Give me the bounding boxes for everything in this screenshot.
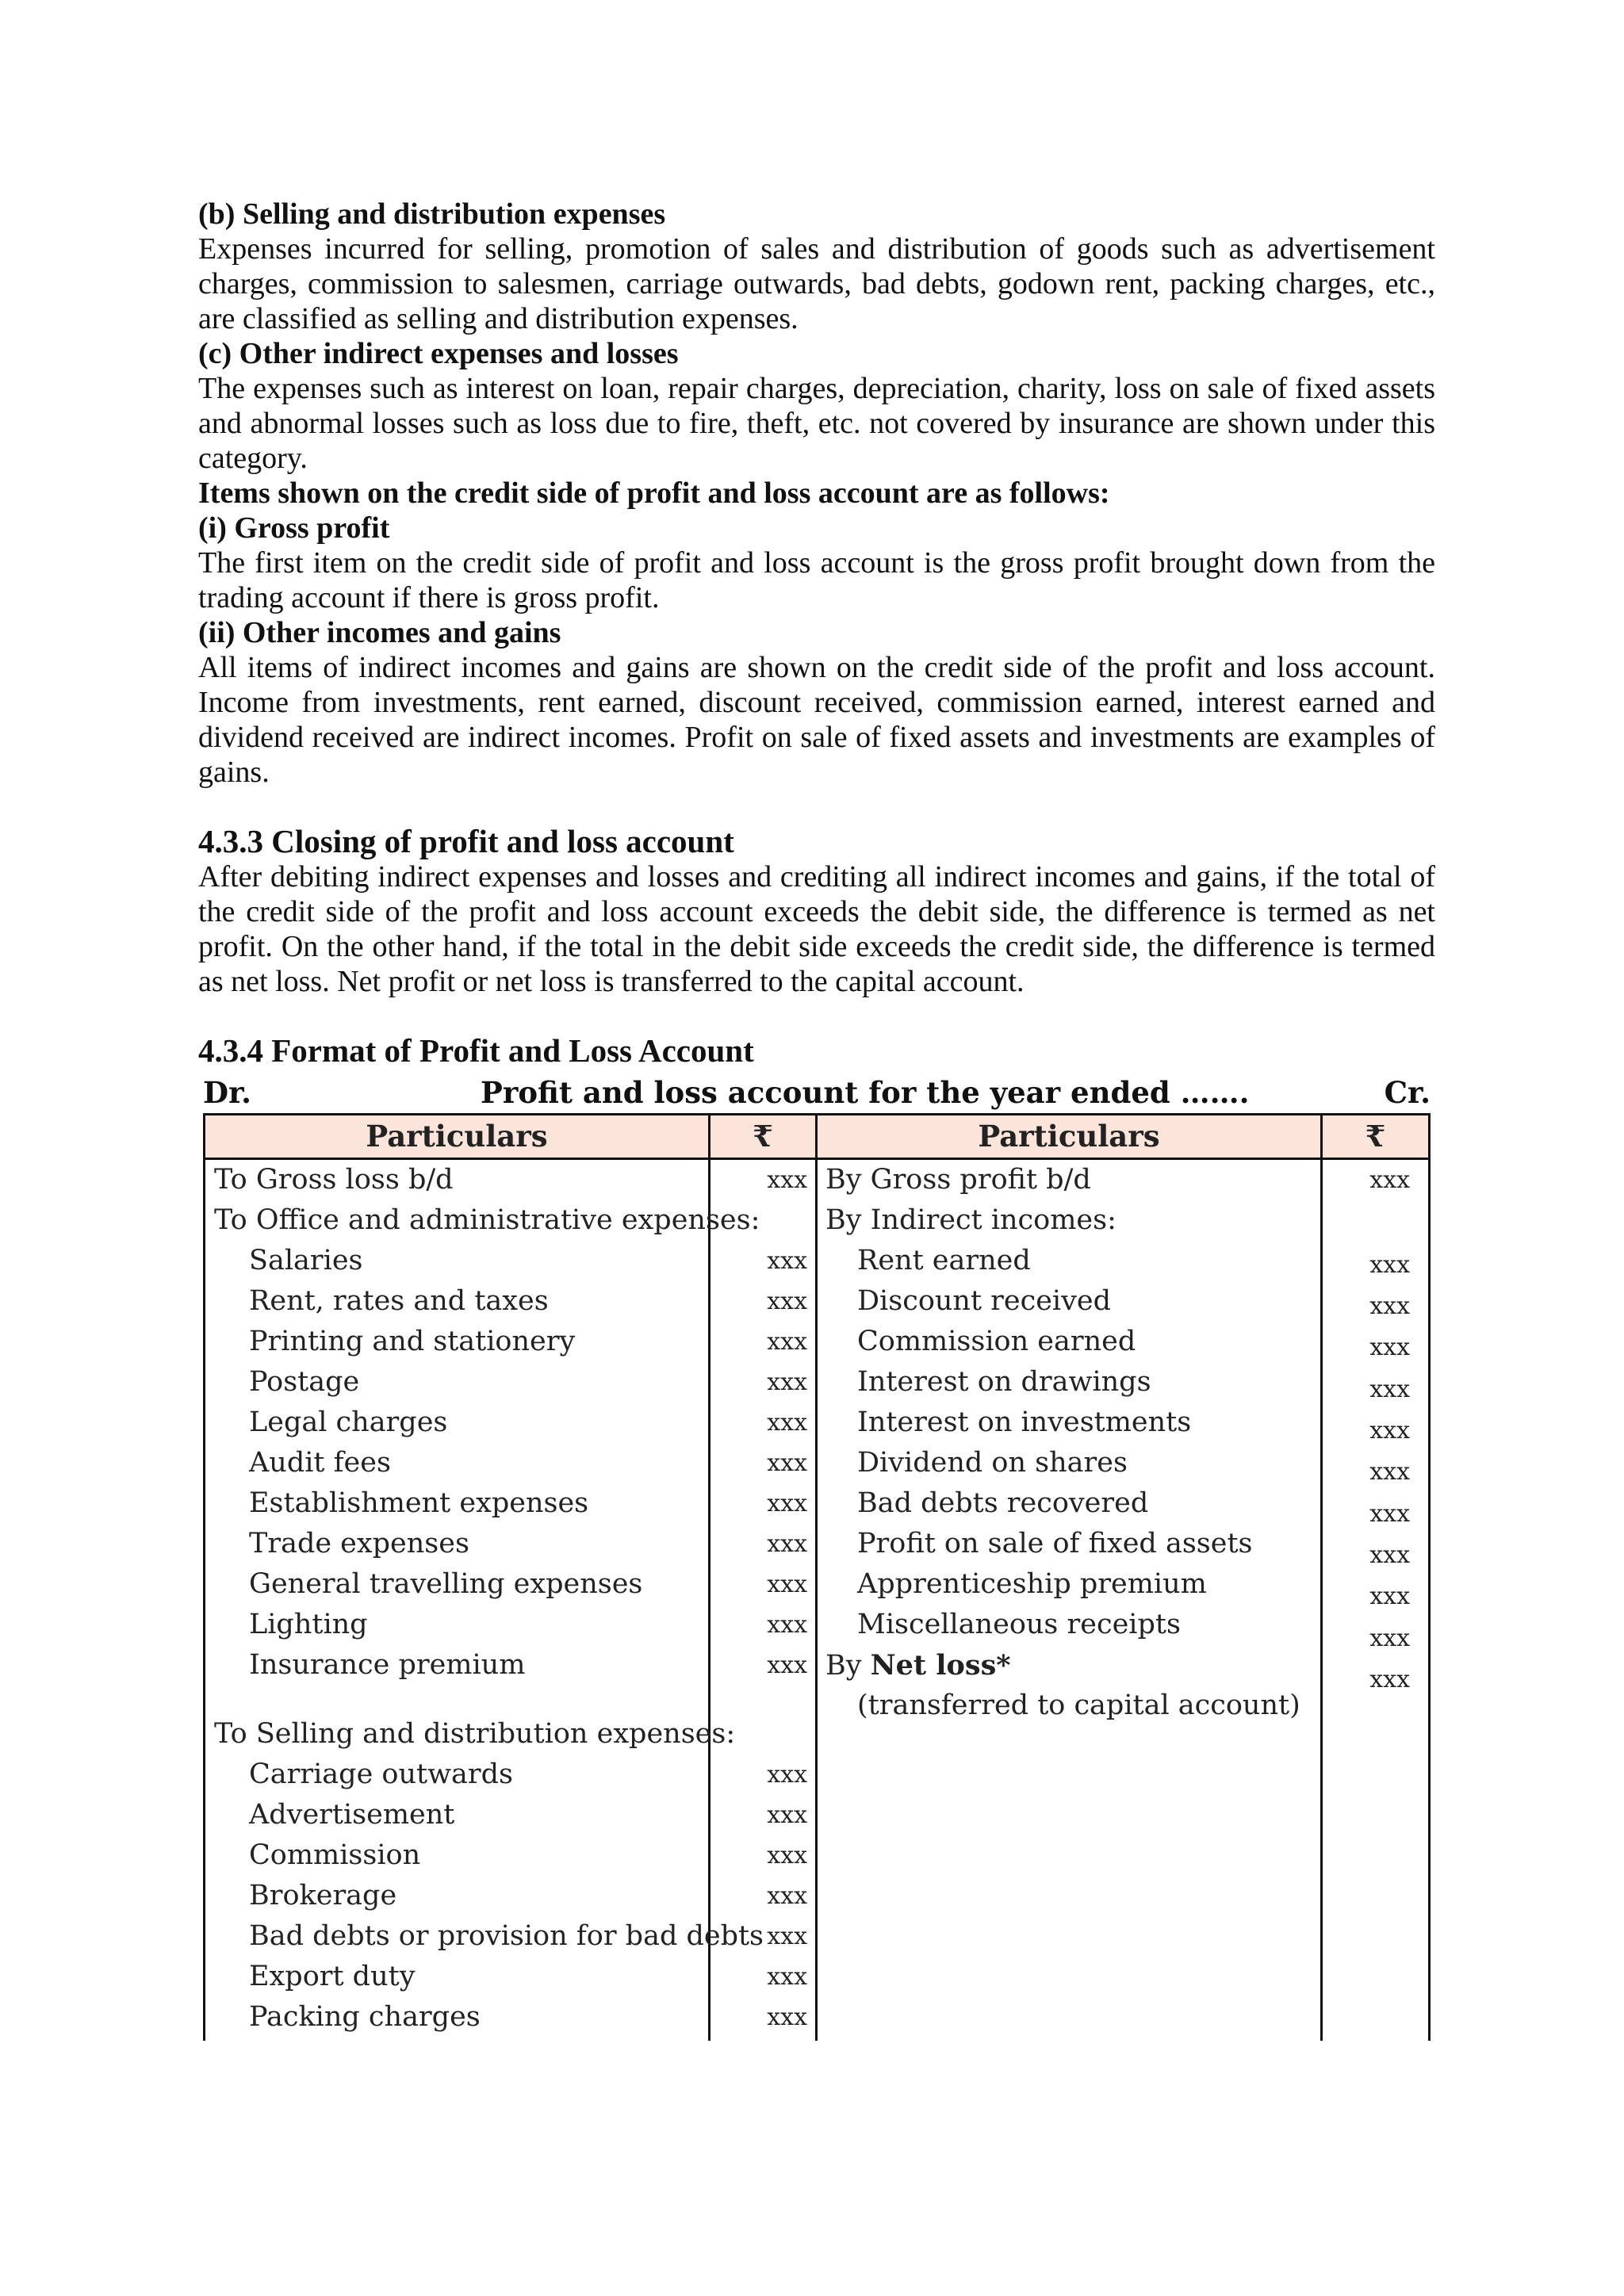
net-loss-label: Net loss* [870, 1649, 1011, 1682]
debit-row-label: Postage [249, 1366, 360, 1398]
debit-row-label: Brokerage [249, 1880, 397, 1911]
credit-row-label: Bad debts recovered [857, 1487, 1149, 1519]
selling-distribution-text: Expenses incurred for selling, promotion of sales and distribution of goods such as advertisement charges, commission to salesmen, carriage outwards, bad debts, godown rent, packing charges, etc., are classified as selling and distribution expenses. [198, 232, 1435, 335]
debit-row-label: Salaries [249, 1245, 363, 1276]
credit-row-label: Discount received [857, 1285, 1112, 1317]
header-amount-debit: ₹ [753, 1119, 773, 1154]
center-divider [815, 1113, 818, 2041]
credit-row-amount: xxx [1369, 1500, 1410, 1528]
other-indirect-heading: (c) Other indirect expenses and losses [198, 337, 679, 370]
credit-row-label: Profit on sale of fixed assets [857, 1528, 1253, 1559]
header-particulars-debit: Particulars [366, 1119, 548, 1154]
debit-row-label: Rent, rates and taxes [249, 1285, 549, 1317]
debit-row-label: Carriage outwards [249, 1758, 514, 1790]
other-indirect-text: The expenses such as interest on loan, repair charges, depreciation, charity, loss on sale of fixed assets and abnormal losses such as loss due to fire, theft, etc. not covered by insurance are shown under this category. [198, 372, 1435, 475]
credit-marker: Cr. [1384, 1075, 1431, 1110]
credit-row-label: Commission earned [857, 1326, 1136, 1357]
debit-row-label: Trade expenses [249, 1528, 469, 1559]
gross-profit-heading: (i) Gross profit [198, 511, 390, 545]
credit-row-label: Apprenticeship premium [857, 1568, 1207, 1600]
header-particulars-credit: Particulars [978, 1119, 1160, 1154]
debit-row-label: Establishment expenses [249, 1487, 589, 1519]
selling-distribution-heading: (b) Selling and distribution expenses [198, 197, 666, 231]
credit-row-amount: xxx [1369, 1458, 1410, 1486]
credit-row-amount: xxx [1369, 1582, 1410, 1610]
debit-row-amount: xxx [767, 1490, 807, 1517]
debit-row-amount: xxx [767, 2003, 807, 2031]
debit-row-label: Printing and stationery [249, 1326, 576, 1357]
debit-row-amount: xxx [767, 1288, 807, 1315]
other-incomes-heading: (ii) Other incomes and gains [198, 616, 561, 649]
credit-row-amount: xxx [1369, 1624, 1410, 1652]
credit-row-label: By Gross profit b/d [825, 1164, 1091, 1196]
debit-row-amount: xxx [767, 1368, 807, 1396]
header-amount-credit: ₹ [1365, 1119, 1386, 1154]
page-text [198, 197, 1435, 1069]
debit-row-amount: xxx [767, 1882, 807, 1910]
credit-row-label: By Net loss* [825, 1649, 1011, 1682]
debit-row-label: Commission [249, 1839, 421, 1871]
credit-row-label: Rent earned [857, 1245, 1031, 1276]
debit-row-amount: xxx [767, 1409, 807, 1437]
credit-row-label: Interest on drawings [857, 1366, 1151, 1398]
credit-row-amount: xxx [1369, 1251, 1410, 1279]
table-left-border [203, 1113, 205, 2041]
debit-row-label: General travelling expenses [249, 1568, 643, 1600]
debit-row-amount: xxx [767, 1842, 807, 1869]
credit-row-amount: xxx [1369, 1334, 1410, 1361]
debit-row-label: Audit fees [249, 1447, 391, 1479]
credit-row-label: Interest on investments [857, 1406, 1192, 1438]
debit-row-label: Advertisement [249, 1799, 455, 1831]
debit-row-label: Legal charges [249, 1406, 448, 1438]
credit-row-amount: xxx [1369, 1417, 1410, 1445]
credit-row-label: (transferred to capital account) [857, 1689, 1300, 1721]
account-title-bar [203, 1075, 1431, 1110]
gross-profit-text: The first item on the credit side of profit and loss account is the gross profit brought down from the trading account if there is gross profit. [198, 546, 1435, 614]
credit-row-amount: xxx [1369, 1541, 1410, 1569]
credit-row-amount: xxx [1369, 1376, 1410, 1403]
credit-row-amount: xxx [1369, 1666, 1410, 1693]
table-right-border [1428, 1113, 1431, 2041]
debit-row-label: To Office and administrative expenses: [214, 1204, 760, 1236]
credit-row-amount: xxx [1369, 1166, 1410, 1194]
debit-row-label: Export duty [249, 1961, 416, 1992]
profit-loss-account-table [203, 1113, 1431, 2041]
other-incomes-text: All items of indirect incomes and gains are shown on the credit side of the profit and loss account. Income from investments, rent earned, discount received, commission earned, interest earned and dividend received are indirect incomes. Profit on sale of fixed assets and investments are examples of gains. [198, 651, 1435, 789]
debit-marker: Dr. [203, 1075, 252, 1110]
credit-row-label: By Indirect incomes: [825, 1204, 1116, 1236]
credit-side-heading: Items shown on the credit side of profit and loss account are as follows: [198, 476, 1110, 510]
debit-row-label: Packing charges [249, 2001, 481, 2033]
credit-row-amount: xxx [1369, 1292, 1410, 1320]
debit-row-label: Insurance premium [249, 1649, 526, 1681]
debit-row-label: To Gross loss b/d [214, 1164, 454, 1196]
debit-row-amount: xxx [767, 1801, 807, 1829]
closing-section-text: After debiting indirect expenses and losses and crediting all indirect incomes and gains, if the total of the credit side of the profit and loss account exceeds the debit side, the difference is termed as net profit. On the other hand, if the total in the debit side exceeds the credit side, the difference is termed as net loss. Net profit or net loss is transferred to the capital account. [198, 860, 1435, 998]
debit-row-amount: xxx [767, 1247, 807, 1275]
debit-row-label: Bad debts or provision for bad debts [249, 1920, 764, 1952]
debit-row-amount: xxx [767, 1651, 807, 1679]
debit-row-label: Lighting [249, 1609, 368, 1640]
debit-row-amount: xxx [767, 1611, 807, 1639]
debit-row-amount: xxx [767, 1761, 807, 1789]
debit-row-amount: xxx [767, 1963, 807, 1991]
closing-section-heading: 4.3.3 Closing of profit and loss account [198, 823, 734, 859]
debit-row-amount: xxx [767, 1923, 807, 1950]
credit-row-label: Dividend on shares [857, 1447, 1128, 1479]
credit-row-label: Miscellaneous receipts [857, 1609, 1181, 1640]
debit-row-amount: xxx [767, 1166, 807, 1194]
debit-row-amount: xxx [767, 1530, 807, 1558]
format-section-heading: 4.3.4 Format of Profit and Loss Account [198, 1032, 754, 1069]
account-title: Profit and loss account for the year ended ……. [481, 1075, 1250, 1110]
debit-row-amount: xxx [767, 1571, 807, 1598]
debit-row-amount: xxx [767, 1328, 807, 1356]
debit-row-label: To Selling and distribution expenses: [214, 1718, 736, 1750]
debit-row-amount: xxx [767, 1449, 807, 1477]
